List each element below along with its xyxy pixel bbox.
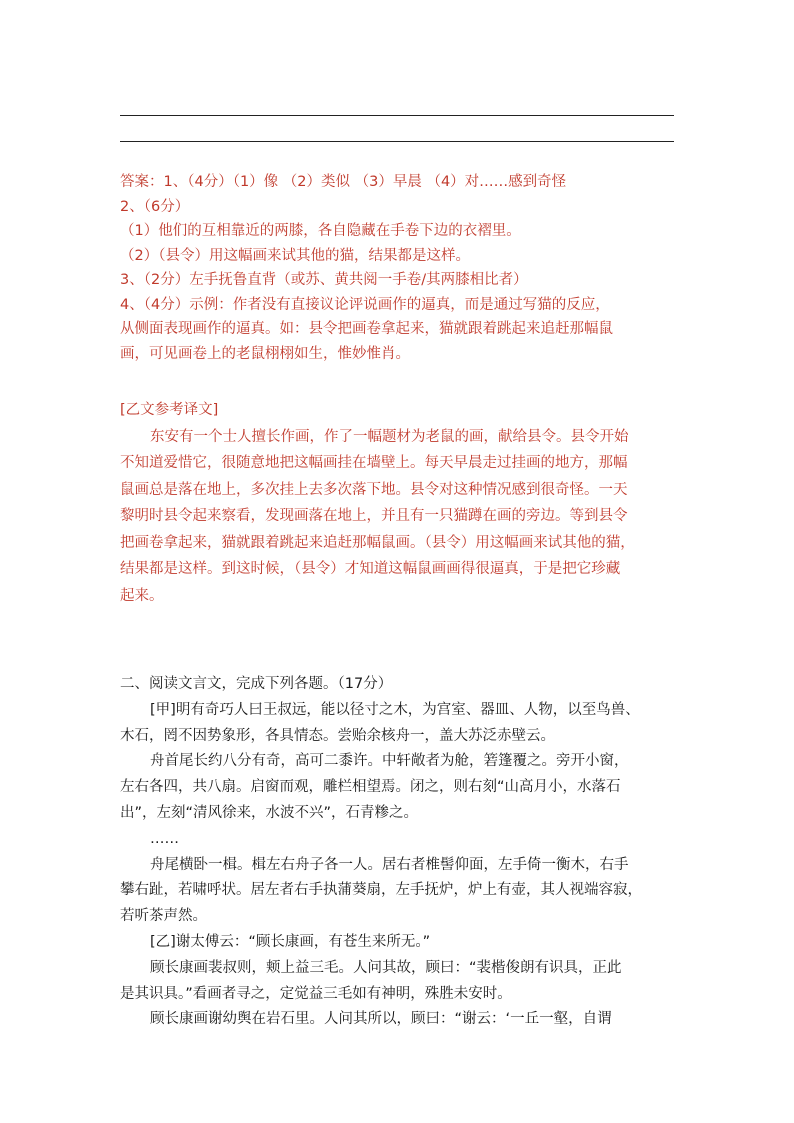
translation-line: 结果都是这样。到这时候，（县令）才知道这幅鼠画画得很逼真，于是把它珍藏 (120, 561, 621, 577)
answer-line: 2、（6分） (120, 198, 190, 215)
text-line: 顾长康画谢幼舆在岩石里。人问其所以，顾曰：“谢云：‘一丘一壑，自谓 (150, 1011, 612, 1028)
translation-line: 黎明时县令起来察看，发现画落在地上，并且有一只猫蹲在画的旁边。等到县令 (120, 508, 628, 524)
text-line: [乙]谢太傅云：“顾长康画，有苍生来所无。” (150, 933, 431, 950)
text-line: 出”，左刻“清风徐来，水波不兴”，石青糁之。 (120, 804, 419, 821)
section-title: 二、阅读文言文，完成下列各题。（17分） (120, 676, 393, 692)
text-line: 舟首尾长约八分有奇，高可二黍许。中轩敞者为舱，箬篷覆之。旁开小窗， (150, 753, 629, 770)
text-line: [甲]明有奇巧人曰王叔远，能以径寸之木，为宫室、器皿、人物，以至鸟兽、 (150, 701, 640, 718)
translation-line: 起来。 (120, 587, 164, 604)
text-line: 顾长康画裴叔则，颊上益三毛。人问其故，顾曰：“裴楷俊朗有识具，正此 (150, 959, 622, 976)
paragraph-jia-2 (120, 749, 676, 826)
text-line: 攀右趾，若啸呼状。居左者右手执蒲葵扇，左手抚炉，炉上有壶，其人视端容寂， (120, 882, 642, 899)
translation-line: 东安有一个士人擅长作画，作了一幅题材为老鼠的画，献给县令。县令开始 (150, 428, 629, 445)
answer-line-2 (120, 141, 674, 142)
answer-line: （2）（县令）用这幅画来试其他的猫，结果都是这样。 (120, 247, 470, 264)
answer-line: 从侧面表现画作的逼真。如：县令把画卷拿起来，猫就跟着跳起来追赶那幅鼠 (120, 321, 613, 337)
paragraph-ellipsis (120, 827, 676, 853)
translation-block (120, 397, 676, 609)
answer-line: 答案：1、（4分）（1）像 （2）类似 （3）早晨 （4）对……感到奇怪 (120, 174, 567, 190)
translation-heading: [乙文参考译文] (120, 402, 219, 418)
section-2 (120, 672, 676, 1033)
paragraph-yi-1 (120, 930, 676, 956)
text-line: 左右各四，共八扇。启窗而观，雕栏相望焉。闭之，则右刻“山高月小，水落石 (120, 779, 621, 796)
paragraph-yi-3 (120, 1007, 676, 1033)
translation-line: 不知道爱惜它，很随意地把这幅画挂在墙壁上。每天早晨走过挂画的地方，那幅 (120, 455, 628, 471)
paragraph-jia-1 (120, 698, 676, 750)
text-line: 木石，罔不因势象形，各具情态。尝贻余核舟一，盖大苏泛赤壁云。 (120, 727, 555, 744)
translation-line: 把画卷拿起来，猫就跟着跳起来追赶那幅鼠画。（县令）用这幅画来试其他的猫， (120, 534, 635, 551)
text-line: …… (150, 830, 179, 847)
answer-line: 4、（4分）示例：作者没有直接议论评说画作的逼真，而是通过写猫的反应， (120, 296, 610, 313)
answer-line: （1）他们的互相靠近的两膝，各自隐藏在手卷下边的衣褶里。 (120, 223, 521, 239)
paragraph-yi-2 (120, 956, 676, 1008)
answer-line: 画，可见画卷上的老鼠栩栩如生，惟妙惟肖。 (120, 345, 410, 362)
answer-line: 3、（2分）左手抚鲁直背（或苏、黄共阅一手卷/其两膝相比者） (120, 272, 528, 288)
answer-block (120, 170, 676, 366)
paragraph-jia-3 (120, 853, 676, 930)
text-line: 若听茶声然。 (120, 908, 207, 925)
text-line: 是其识具。”看画者寻之，定觉益三毛如有神明，殊胜未安时。 (120, 985, 512, 1002)
text-line: 舟尾横卧一楫。楫左右舟子各一人。居右者椎髻仰面，左手倚一衡木，右手 (150, 856, 629, 873)
translation-line: 鼠画总是落在地上，多次挂上去多次落下地。县令对这种情况感到很奇怪。一天 (120, 481, 628, 498)
answer-line-1 (120, 115, 674, 116)
